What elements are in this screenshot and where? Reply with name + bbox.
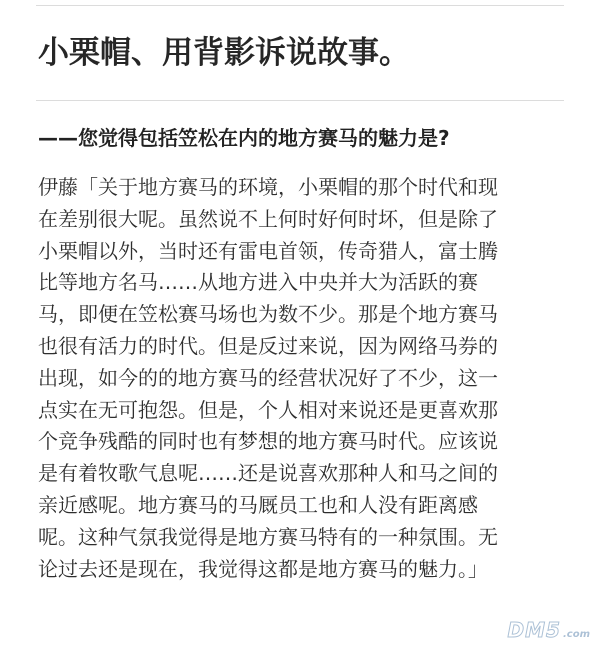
paragraph-line: 在差别很大呢。虽然说不上何时好何时坏，但是除了 bbox=[38, 206, 498, 231]
top-divider bbox=[36, 5, 564, 6]
paragraph-line: 个竞争残酷的同时也有梦想的地方赛马时代。应该说 bbox=[38, 429, 498, 454]
site-watermark bbox=[508, 618, 590, 642]
paragraph-line: 论过去还是现在，我觉得这都是地方赛马的魅力。」 bbox=[38, 556, 488, 581]
answer-paragraph bbox=[38, 172, 566, 585]
title-divider bbox=[36, 100, 564, 101]
paragraph-line: 点实在无可抱怨。但是，个人相对来说还是更喜欢那 bbox=[38, 397, 498, 422]
paragraph-line: 是有着牧歌气息呢……还是说喜欢那种人和马之间的 bbox=[38, 461, 498, 486]
watermark-domain-suffix: .com bbox=[562, 629, 590, 640]
paragraph-line: 马，即便在笠松赛马场也为数不少。那是个地方赛马 bbox=[38, 302, 498, 327]
article-title: 小栗帽、用背影诉说故事。 bbox=[38, 35, 410, 71]
interview-question: ——您觉得包括笠松在内的地方赛马的魅力是? bbox=[38, 126, 450, 150]
paragraph-line: 也很有活力的时代。但是反过来说，因为网络马券的 bbox=[38, 333, 498, 358]
paragraph-line: 伊藤「关于地方赛马的环境，小栗帽的那个时代和现 bbox=[38, 175, 498, 199]
paragraph-line: 比等地方名马……从地方进入中央并大为活跃的赛 bbox=[38, 270, 478, 295]
paragraph-line: 出现，如今的的地方赛马的经营状况好了不少，这一 bbox=[38, 365, 498, 390]
paragraph-line: 小栗帽以外，当时还有雷电首领，传奇猎人，富士腾 bbox=[38, 238, 498, 263]
paragraph-line: 呢。这种气氛我觉得是地方赛马特有的一种氛围。无 bbox=[38, 524, 498, 549]
watermark-logo-text: DM5 bbox=[507, 618, 561, 642]
paragraph-line: 亲近感呢。地方赛马的马厩员工也和人没有距离感 bbox=[38, 492, 478, 517]
